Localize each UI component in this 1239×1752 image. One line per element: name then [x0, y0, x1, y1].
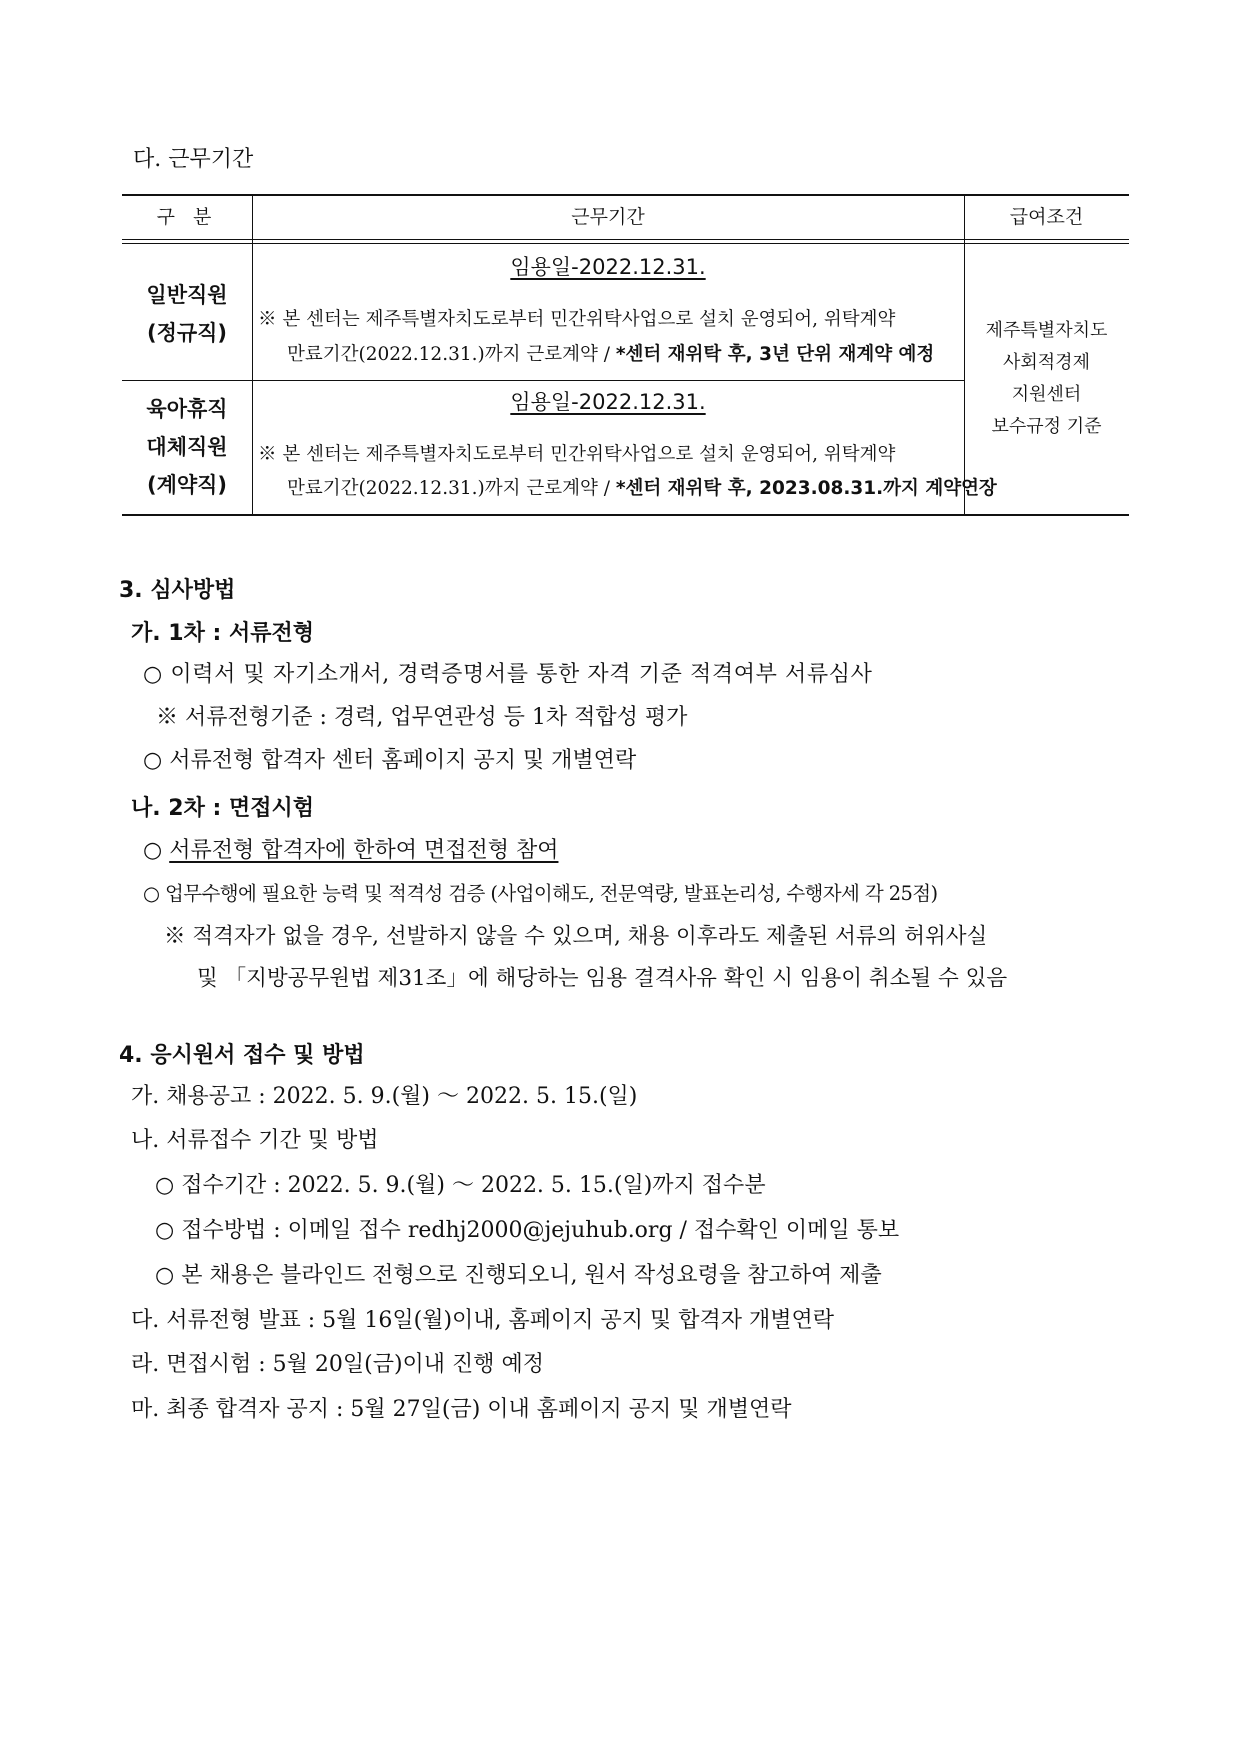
section3-title: 3. 심사방법 [119, 578, 236, 603]
work-period-table [122, 194, 1129, 516]
row1-category-line1: 일반직원 [146, 283, 228, 307]
section3-na-item1: ○ 서류전형 합격자에 한하여 면접전형 참여 [143, 838, 559, 863]
salary-line4: 보수규정 기준 [991, 416, 1102, 437]
row2-note-line1: ※ 본 센터는 제주특별자치도로부터 민간위탁사업으로 설치 운영되어, 위탁계약 [258, 444, 896, 465]
row2-period-title: 임용일-2022.12.31. [510, 390, 706, 414]
salary-line3: 지원센터 [1011, 384, 1082, 405]
section3-ga-title: 가. 1차 : 서류전형 [131, 621, 314, 646]
row1-period-title: 임용일-2022.12.31. [510, 255, 706, 279]
row2-category-line1: 육아휴직 [146, 397, 228, 421]
salary-line1: 제주특별자치도 [985, 320, 1108, 341]
section4-na-item2: ○ 접수방법 : 이메일 접수 redhj2000@jejuhub.org / 접수확인 이메일 통보 [155, 1218, 900, 1243]
table-bottom-border [122, 514, 1129, 516]
section3-na-note-line1: ※ 적격자가 없을 경우, 선발하지 않을 수 있으며, 채용 이후라도 제출된 서류의 허위사실 [164, 924, 988, 949]
section4-na: 나. 서류접수 기간 및 방법 [131, 1128, 379, 1153]
section3-ga-note: ※ 서류전형기준 : 경력, 업무연관성 등 1차 적합성 평가 [156, 705, 688, 730]
row1-note-line1: ※ 본 센터는 제주특별자치도로부터 민간위탁사업으로 설치 운영되어, 위탁계약 [258, 309, 896, 330]
section4-na-item3: ○ 본 채용은 블라인드 전형으로 진행되오니, 원서 작성요령을 참고하여 제출 [155, 1263, 882, 1288]
section4-ga: 가. 채용공고 : 2022. 5. 9.(월) ～ 2022. 5. 15.(일) [131, 1084, 638, 1109]
table-col-divider-1 [252, 194, 253, 516]
table-row-divider [122, 380, 964, 381]
row2-note-line2: 만료기간(2022.12.31.)까지 근로계약 / *센터 재위탁 후, 2023.08.31.까지 계약연장 [287, 478, 997, 499]
header-category: 구 분 [156, 206, 218, 228]
row1-note-line2: 만료기간(2022.12.31.)까지 근로계약 / *센터 재위탁 후, 3년 단위 재계약 예정 [287, 344, 935, 365]
section3-na-note-line2: 및 「지방공무원법 제31조」에 해당하는 임용 결격사유 확인 시 임용이 취소될 수 있음 [197, 966, 1008, 991]
table-header-border-1 [122, 239, 1129, 240]
header-work-period: 근무기간 [571, 206, 645, 228]
row2-category-line3: (계약직) [146, 473, 228, 497]
table-top-border [122, 194, 1129, 196]
row2-category-line2: 대체직원 [146, 435, 228, 459]
section4-ra: 라. 면접시험 : 5월 20일(금)이내 진행 예정 [131, 1352, 545, 1377]
table-header-border-2 [122, 243, 1129, 244]
section3-ga-item1: ○ 이력서 및 자기소개서, 경력증명서를 통한 자격 기준 적격여부 서류심사 [143, 662, 873, 687]
row1-category-line2: (정규직) [146, 321, 228, 345]
section4-title: 4. 응시원서 접수 및 방법 [119, 1043, 365, 1068]
section-da-title: 다. 근무기간 [133, 147, 254, 172]
section3-na-title: 나. 2차 : 면접시험 [131, 796, 314, 821]
salary-line2: 사회적경제 [1003, 352, 1090, 373]
section4-ma: 마. 최종 합격자 공지 : 5월 27일(금) 이내 홈페이지 공지 및 개별연락 [131, 1397, 792, 1422]
section3-ga-item2: ○ 서류전형 합격자 센터 홈페이지 공지 및 개별연락 [143, 748, 637, 773]
section4-na-item1: ○ 접수기간 : 2022. 5. 9.(월) ～ 2022. 5. 15.(일)까지 접수분 [155, 1173, 766, 1198]
section3-na-item2: ○ 업무수행에 필요한 능력 및 적격성 검증 (사업이해도, 전문역량, 발표논리성, 수행자세 각 25점) [143, 882, 938, 905]
section4-da: 다. 서류전형 발표 : 5월 16일(월)이내, 홈페이지 공지 및 합격자 개별연락 [131, 1308, 835, 1333]
header-salary: 급여조건 [1009, 206, 1084, 228]
